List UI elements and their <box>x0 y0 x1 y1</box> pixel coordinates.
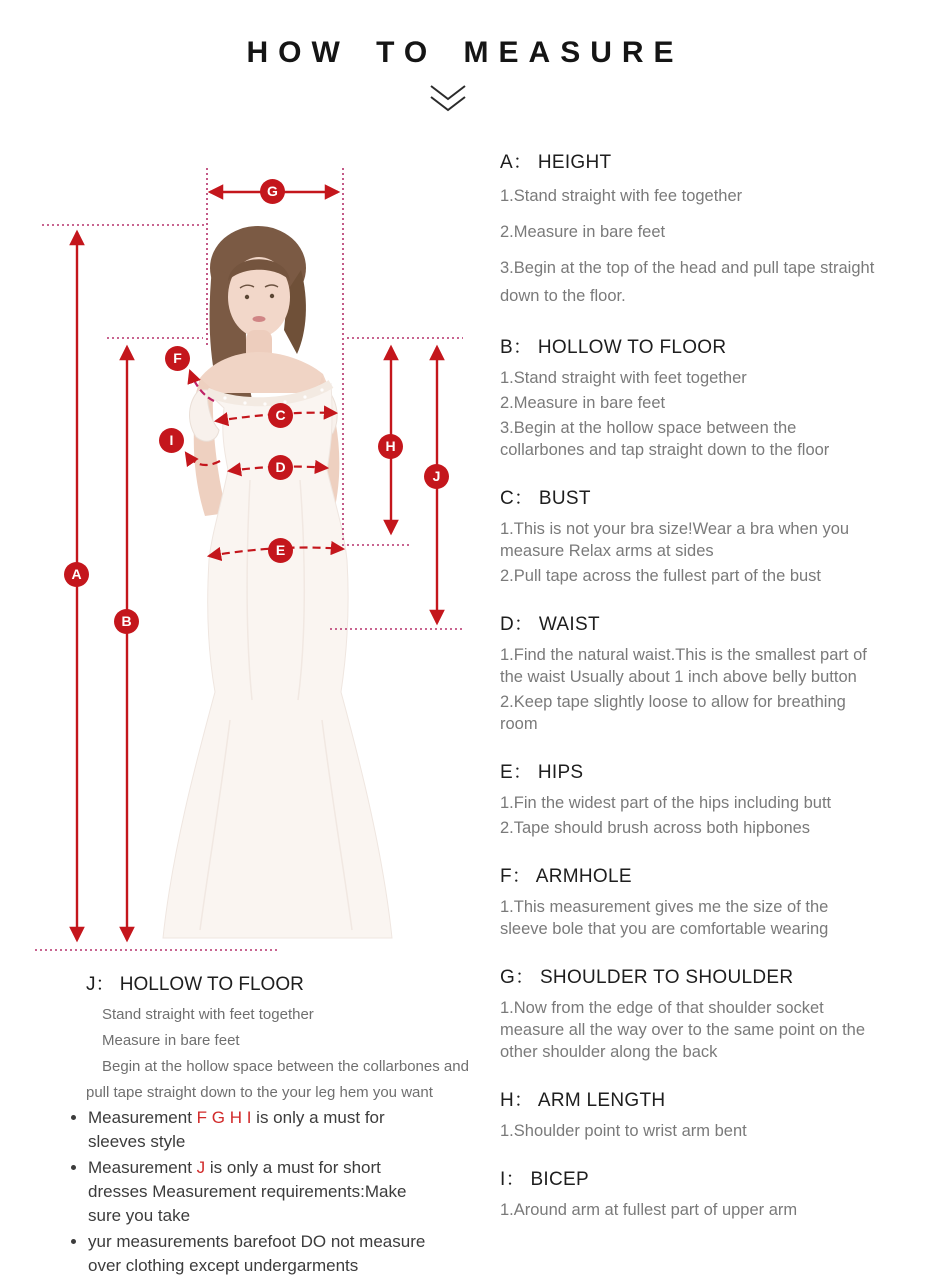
instruction-step: 3.Begin at the hollow space between the collarbones and tap straight down to the floor <box>500 419 830 459</box>
instruction-step: Begin at the hollow space between the collarbones and pull tape straight down to the your leg hem you want <box>86 1058 469 1101</box>
section-hollow-to-floor <box>500 332 876 461</box>
section-hips <box>500 757 876 839</box>
section-heading: D： WAIST <box>500 614 600 635</box>
section-heading: J： HOLLOW TO FLOOR <box>86 974 304 995</box>
section-heading: A： HEIGHT <box>500 152 612 173</box>
measurement-diagram <box>0 0 478 965</box>
marker-f: F <box>165 346 190 371</box>
section-armhole <box>500 861 876 940</box>
section-heading: I： BICEP <box>500 1169 589 1190</box>
instruction-step: 1.Stand straight with feet together <box>500 369 747 387</box>
note-text: is only a must for sleeves style <box>88 1108 385 1151</box>
note-item <box>88 1230 440 1278</box>
instruction-step: 2.Measure in bare feet <box>500 394 666 412</box>
instruction-step: 1.Now from the edge of that shoulder socket measure all the way over to the same point on the other shoulder along the back <box>500 999 866 1061</box>
instruction-step: 1.This measurement gives me the size of the sleeve bole that you are comfortable wearing <box>500 898 829 938</box>
instruction-step: 2.Measure in bare feet <box>500 223 666 241</box>
marker-a: A <box>64 562 89 587</box>
note-text: yur measurements barefoot DO not measure over clothing except undergarments <box>88 1232 426 1275</box>
instruction-step: 1.Around arm at fullest part of upper arm <box>500 1201 798 1219</box>
note-text: Measurement <box>88 1108 197 1127</box>
section-bust <box>500 483 876 587</box>
instruction-step: 1.Stand straight with fee together <box>500 187 743 205</box>
instruction-step: 1.This is not your bra size!Wear a bra when you measure Relax arms at sides <box>500 520 850 560</box>
instruction-step: 2.Pull tape across the fullest part of the bust <box>500 567 822 585</box>
marker-d: D <box>268 455 293 480</box>
note-item <box>88 1106 440 1154</box>
note-highlight: F G H I <box>196 1108 252 1127</box>
note-highlight: J <box>196 1158 206 1177</box>
section-heading: E： HIPS <box>500 762 584 783</box>
section-heading: G： SHOULDER TO SHOULDER <box>500 967 794 988</box>
measurement-notes <box>88 1106 440 1279</box>
section-waist <box>500 609 876 735</box>
instruction-step: 1.Find the natural waist.This is the smallest part of the waist Usually about 1 inch above belly button <box>500 646 867 686</box>
marker-e: E <box>268 538 293 563</box>
note-text: is only a must for short dresses Measurement requirements:Make sure you take <box>88 1158 407 1225</box>
marker-g: G <box>260 179 285 204</box>
marker-j: J <box>424 464 449 489</box>
section-bicep <box>500 1164 876 1221</box>
marker-b: B <box>114 609 139 634</box>
note-item <box>88 1156 440 1228</box>
marker-c: C <box>268 403 293 428</box>
instruction-step: 1.Fin the widest part of the hips including butt <box>500 794 832 812</box>
instruction-step: 2.Keep tape slightly loose to allow for breathing room <box>500 693 846 733</box>
section-heading: B： HOLLOW TO FLOOR <box>500 337 727 358</box>
instruction-step: 2.Tape should brush across both hipbones <box>500 819 811 837</box>
section-shoulder-to-shoulder <box>500 962 876 1063</box>
marker-h: H <box>378 434 403 459</box>
page-title: HOW TO MEASURE <box>246 36 684 69</box>
section-heading: H： ARM LENGTH <box>500 1090 666 1111</box>
note-text: Measurement <box>88 1158 197 1177</box>
instructions-column <box>500 147 876 1243</box>
instruction-step: Measure in bare feet <box>102 1032 240 1049</box>
section-arm-length <box>500 1085 876 1142</box>
instruction-step: 3.Begin at the top of the head and pull tape straight down to the floor. <box>500 259 875 305</box>
section-heading: F： ARMHOLE <box>500 866 632 887</box>
instruction-step: Stand straight with feet together <box>102 1006 314 1023</box>
model-illustration <box>163 226 392 938</box>
section-height <box>500 147 876 310</box>
marker-i: I <box>159 428 184 453</box>
section-heading: C： BUST <box>500 488 591 509</box>
instruction-step: 1.Shoulder point to wrist arm bent <box>500 1122 747 1140</box>
section-j-hollow-to-floor <box>86 969 480 1106</box>
